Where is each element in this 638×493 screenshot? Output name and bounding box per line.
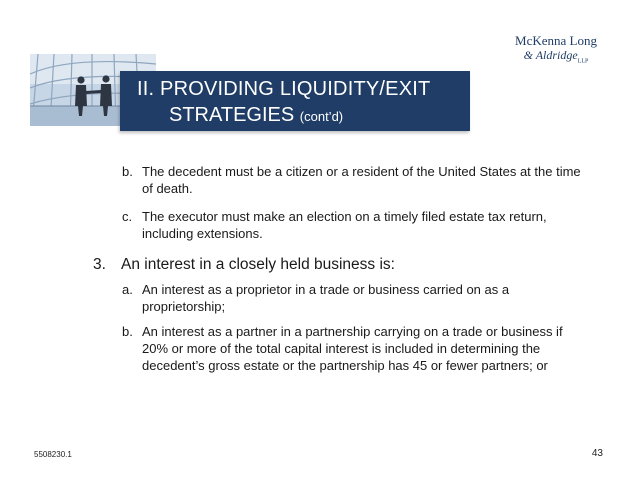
- list-item-text: An interest as a partner in a partnership carrying on a trade or business if 20% or more of the total capital interest is included in determining the decedent’s gross estate or the partnership has 45 or fewer partners; or: [142, 324, 563, 373]
- page-number: 43: [591, 448, 603, 459]
- logo-line2-text: & Aldridge: [523, 48, 578, 62]
- slide-title-line1: II. PROVIDING LIQUIDITY/EXIT: [137, 78, 431, 100]
- list-item-b-partner: [122, 323, 582, 374]
- list-item-text: The decedent must be a citizen or a resident of the United States at the time of death.: [142, 164, 581, 196]
- list-marker: a.: [122, 282, 133, 297]
- slide-title-main: STRATEGIES: [169, 104, 295, 126]
- list-marker: 3.: [93, 256, 106, 273]
- list-item-c-election: [122, 208, 582, 242]
- firm-logo: [506, 34, 606, 64]
- list-item-text: An interest in a closely held business is:: [121, 256, 395, 273]
- list-marker: b.: [122, 324, 133, 339]
- document-code: 5508230.1: [34, 450, 72, 459]
- list-marker: c.: [122, 209, 133, 224]
- logo-line1: McKenna Long: [515, 33, 597, 48]
- title-band: [120, 71, 470, 131]
- logo-line2: [506, 48, 606, 68]
- list-item-text: An interest as a proprietor in a trade or business carried on as a proprietorship;: [142, 282, 510, 314]
- list-marker: b.: [122, 164, 133, 179]
- list-item-text: The executor must make an election on a timely filed estate tax return, including extensions.: [142, 209, 547, 241]
- slide-title-line2: [169, 104, 343, 127]
- logo-suffix: LLP: [577, 58, 589, 65]
- slide-title-contd: (cont’d): [299, 109, 344, 124]
- list-item-b-citizen: [122, 163, 582, 197]
- list-item-a-proprietor: [122, 281, 582, 315]
- list-item-3-closely-held: [93, 255, 395, 274]
